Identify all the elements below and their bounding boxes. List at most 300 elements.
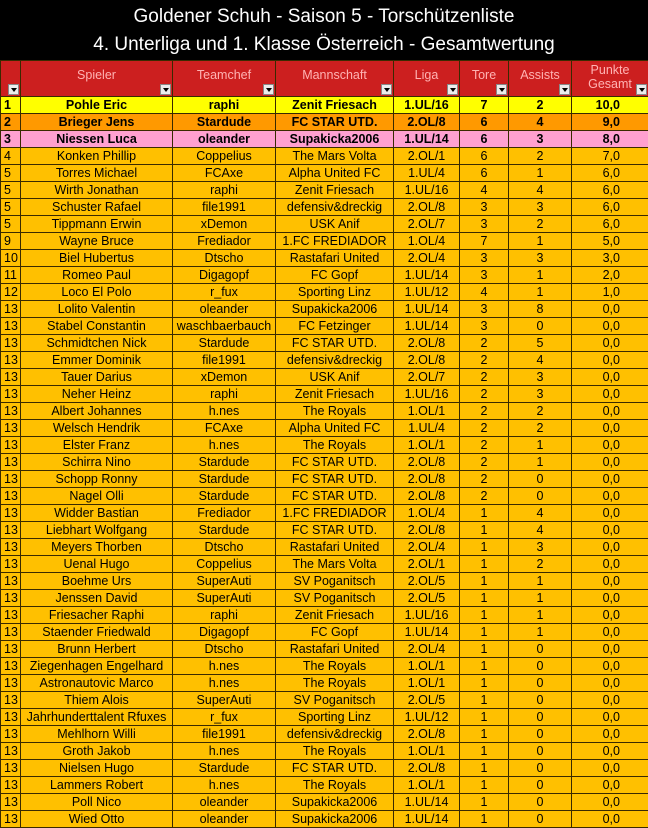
cell-liga: 1.OL/1 xyxy=(394,675,460,692)
header-mannschaft: Mannschaft xyxy=(276,61,394,97)
table-row xyxy=(1,114,648,131)
cell-assists: 3 xyxy=(509,369,572,386)
cell-rank: 13 xyxy=(1,607,21,624)
cell-liga: 1.OL/1 xyxy=(394,658,460,675)
cell-liga: 1.UL/12 xyxy=(394,284,460,301)
cell-assists: 1 xyxy=(509,590,572,607)
cell-mannschaft: SV Poganitsch xyxy=(276,692,394,709)
cell-tore: 6 xyxy=(460,165,509,182)
filter-dropdown-icon[interactable] xyxy=(263,84,274,95)
header-liga: Liga xyxy=(394,61,460,97)
header-spieler: Spieler xyxy=(21,61,173,97)
cell-punkte: 0,0 xyxy=(572,301,648,318)
cell-mannschaft: Zenit Friesach xyxy=(276,97,394,114)
cell-punkte: 0,0 xyxy=(572,522,648,539)
cell-tore: 7 xyxy=(460,97,509,114)
table-row xyxy=(1,97,648,114)
cell-liga: 1.UL/12 xyxy=(394,709,460,726)
cell-spieler: Niessen Luca xyxy=(21,131,173,148)
cell-assists: 0 xyxy=(509,794,572,811)
cell-liga: 1.OL/1 xyxy=(394,437,460,454)
cell-spieler: Wirth Jonathan xyxy=(21,182,173,199)
cell-liga: 1.UL/16 xyxy=(394,607,460,624)
cell-punkte: 8,0 xyxy=(572,131,648,148)
cell-spieler: Welsch Hendrik xyxy=(21,420,173,437)
cell-mannschaft: defensiv&dreckig xyxy=(276,352,394,369)
cell-spieler: Emmer Dominik xyxy=(21,352,173,369)
cell-teamchef: SuperAuti xyxy=(173,573,276,590)
cell-mannschaft: Alpha United FC xyxy=(276,420,394,437)
cell-teamchef: Stardude xyxy=(173,760,276,777)
cell-mannschaft: Rastafari United xyxy=(276,539,394,556)
table-row xyxy=(1,658,648,675)
title-line-2: 4. Unterliga und 1. Klasse Österreich - Gesamtwertung xyxy=(0,31,648,59)
cell-spieler: Widder Bastian xyxy=(21,505,173,522)
cell-teamchef: oleander xyxy=(173,301,276,318)
cell-assists: 1 xyxy=(509,233,572,250)
cell-tore: 2 xyxy=(460,352,509,369)
cell-assists: 0 xyxy=(509,692,572,709)
cell-liga: 2.OL/1 xyxy=(394,556,460,573)
cell-tore: 2 xyxy=(460,386,509,403)
cell-assists: 8 xyxy=(509,301,572,318)
cell-teamchef: xDemon xyxy=(173,216,276,233)
filter-dropdown-icon[interactable] xyxy=(447,84,458,95)
cell-teamchef: oleander xyxy=(173,811,276,828)
table-row xyxy=(1,488,648,505)
cell-liga: 2.OL/5 xyxy=(394,692,460,709)
cell-mannschaft: SV Poganitsch xyxy=(276,590,394,607)
table-row xyxy=(1,539,648,556)
cell-punkte: 0,0 xyxy=(572,403,648,420)
table-row xyxy=(1,454,648,471)
cell-mannschaft: Supakicka2006 xyxy=(276,794,394,811)
cell-spieler: Jahrhunderttalent Rfuxes xyxy=(21,709,173,726)
cell-rank: 13 xyxy=(1,352,21,369)
cell-teamchef: raphi xyxy=(173,97,276,114)
cell-liga: 1.UL/14 xyxy=(394,811,460,828)
cell-tore: 1 xyxy=(460,794,509,811)
table-row xyxy=(1,726,648,743)
cell-teamchef: Digagopf xyxy=(173,267,276,284)
cell-rank: 13 xyxy=(1,437,21,454)
cell-assists: 1 xyxy=(509,624,572,641)
cell-tore: 1 xyxy=(460,760,509,777)
cell-punkte: 0,0 xyxy=(572,743,648,760)
cell-assists: 3 xyxy=(509,539,572,556)
cell-assists: 0 xyxy=(509,675,572,692)
cell-teamchef: Stardude xyxy=(173,335,276,352)
cell-assists: 0 xyxy=(509,488,572,505)
cell-tore: 4 xyxy=(460,284,509,301)
table-row xyxy=(1,369,648,386)
cell-tore: 1 xyxy=(460,658,509,675)
cell-punkte: 0,0 xyxy=(572,658,648,675)
cell-liga: 1.UL/14 xyxy=(394,267,460,284)
cell-rank: 13 xyxy=(1,726,21,743)
cell-teamchef: h.nes xyxy=(173,777,276,794)
cell-teamchef: r_fux xyxy=(173,284,276,301)
cell-mannschaft: FC STAR UTD. xyxy=(276,454,394,471)
cell-spieler: Wied Otto xyxy=(21,811,173,828)
cell-mannschaft: Sporting Linz xyxy=(276,284,394,301)
cell-punkte: 0,0 xyxy=(572,369,648,386)
cell-rank: 13 xyxy=(1,692,21,709)
cell-rank: 12 xyxy=(1,284,21,301)
table-row xyxy=(1,301,648,318)
cell-assists: 2 xyxy=(509,556,572,573)
table-row xyxy=(1,675,648,692)
cell-tore: 1 xyxy=(460,777,509,794)
cell-mannschaft: Supakicka2006 xyxy=(276,131,394,148)
filter-dropdown-icon[interactable] xyxy=(160,84,171,95)
cell-spieler: Tauer Darius xyxy=(21,369,173,386)
cell-mannschaft: 1.FC FREDIADOR xyxy=(276,233,394,250)
cell-teamchef: Coppelius xyxy=(173,556,276,573)
cell-mannschaft: The Royals xyxy=(276,437,394,454)
cell-mannschaft: Rastafari United xyxy=(276,250,394,267)
cell-punkte: 2,0 xyxy=(572,267,648,284)
cell-rank: 13 xyxy=(1,556,21,573)
cell-rank: 13 xyxy=(1,386,21,403)
cell-liga: 2.OL/4 xyxy=(394,250,460,267)
cell-mannschaft: Zenit Friesach xyxy=(276,386,394,403)
cell-tore: 2 xyxy=(460,335,509,352)
table-row xyxy=(1,352,648,369)
cell-assists: 2 xyxy=(509,403,572,420)
cell-spieler: Torres Michael xyxy=(21,165,173,182)
cell-punkte: 0,0 xyxy=(572,573,648,590)
cell-punkte: 0,0 xyxy=(572,692,648,709)
cell-rank: 13 xyxy=(1,403,21,420)
cell-teamchef: Dtscho xyxy=(173,641,276,658)
cell-rank: 13 xyxy=(1,335,21,352)
cell-tore: 2 xyxy=(460,403,509,420)
cell-punkte: 0,0 xyxy=(572,437,648,454)
cell-liga: 1.UL/4 xyxy=(394,420,460,437)
cell-assists: 1 xyxy=(509,267,572,284)
cell-teamchef: SuperAuti xyxy=(173,692,276,709)
cell-spieler: Meyers Thorben xyxy=(21,539,173,556)
table-row xyxy=(1,505,648,522)
title-line-1: Goldener Schuh - Saison 5 - Torschützenliste xyxy=(0,3,648,31)
table-row xyxy=(1,420,648,437)
cell-liga: 1.UL/16 xyxy=(394,182,460,199)
cell-teamchef: h.nes xyxy=(173,743,276,760)
filter-dropdown-icon[interactable] xyxy=(381,84,392,95)
cell-mannschaft: Zenit Friesach xyxy=(276,182,394,199)
cell-mannschaft: FC STAR UTD. xyxy=(276,522,394,539)
cell-tore: 1 xyxy=(460,522,509,539)
cell-liga: 1.OL/4 xyxy=(394,233,460,250)
cell-assists: 0 xyxy=(509,811,572,828)
cell-tore: 3 xyxy=(460,216,509,233)
cell-rank: 13 xyxy=(1,794,21,811)
cell-punkte: 0,0 xyxy=(572,335,648,352)
cell-spieler: Romeo Paul xyxy=(21,267,173,284)
table-row xyxy=(1,794,648,811)
cell-assists: 4 xyxy=(509,352,572,369)
cell-teamchef: Frediador xyxy=(173,233,276,250)
cell-assists: 2 xyxy=(509,97,572,114)
cell-rank: 5 xyxy=(1,165,21,182)
cell-teamchef: oleander xyxy=(173,794,276,811)
cell-tore: 1 xyxy=(460,607,509,624)
sort-dropdown-icon[interactable] xyxy=(636,84,647,95)
cell-spieler: Biel Hubertus xyxy=(21,250,173,267)
table-row xyxy=(1,386,648,403)
cell-liga: 2.OL/8 xyxy=(394,114,460,131)
cell-spieler: Brieger Jens xyxy=(21,114,173,131)
table-row xyxy=(1,556,648,573)
cell-spieler: Brunn Herbert xyxy=(21,641,173,658)
cell-rank: 13 xyxy=(1,590,21,607)
cell-assists: 4 xyxy=(509,522,572,539)
cell-teamchef: Digagopf xyxy=(173,624,276,641)
cell-liga: 2.OL/1 xyxy=(394,148,460,165)
cell-rank: 5 xyxy=(1,199,21,216)
cell-assists: 3 xyxy=(509,199,572,216)
cell-tore: 3 xyxy=(460,267,509,284)
cell-assists: 0 xyxy=(509,318,572,335)
cell-rank: 13 xyxy=(1,369,21,386)
cell-assists: 0 xyxy=(509,471,572,488)
cell-tore: 3 xyxy=(460,250,509,267)
filter-dropdown-icon[interactable] xyxy=(496,84,507,95)
cell-assists: 0 xyxy=(509,777,572,794)
cell-liga: 1.UL/14 xyxy=(394,318,460,335)
cell-spieler: Groth Jakob xyxy=(21,743,173,760)
cell-mannschaft: defensiv&dreckig xyxy=(276,726,394,743)
cell-tore: 1 xyxy=(460,556,509,573)
cell-teamchef: xDemon xyxy=(173,369,276,386)
cell-spieler: Nielsen Hugo xyxy=(21,760,173,777)
cell-rank: 13 xyxy=(1,488,21,505)
cell-tore: 6 xyxy=(460,148,509,165)
cell-punkte: 7,0 xyxy=(572,148,648,165)
header-assists: Assists xyxy=(509,61,572,97)
cell-teamchef: raphi xyxy=(173,386,276,403)
cell-assists: 3 xyxy=(509,250,572,267)
table-row xyxy=(1,148,648,165)
table-row xyxy=(1,284,648,301)
cell-teamchef: Stardude xyxy=(173,454,276,471)
cell-liga: 2.OL/8 xyxy=(394,522,460,539)
cell-liga: 2.OL/8 xyxy=(394,335,460,352)
cell-tore: 4 xyxy=(460,182,509,199)
cell-liga: 2.OL/8 xyxy=(394,199,460,216)
cell-punkte: 0,0 xyxy=(572,777,648,794)
cell-teamchef: Stardude xyxy=(173,471,276,488)
cell-mannschaft: FC Gopf xyxy=(276,267,394,284)
cell-punkte: 0,0 xyxy=(572,811,648,828)
cell-liga: 1.OL/1 xyxy=(394,777,460,794)
cell-rank: 13 xyxy=(1,658,21,675)
table-row xyxy=(1,437,648,454)
cell-punkte: 0,0 xyxy=(572,726,648,743)
cell-punkte: 0,0 xyxy=(572,556,648,573)
cell-liga: 2.OL/8 xyxy=(394,454,460,471)
cell-rank: 13 xyxy=(1,709,21,726)
cell-spieler: Stabel Constantin xyxy=(21,318,173,335)
cell-liga: 1.UL/14 xyxy=(394,624,460,641)
cell-teamchef: raphi xyxy=(173,182,276,199)
cell-mannschaft: FC STAR UTD. xyxy=(276,471,394,488)
cell-punkte: 1,0 xyxy=(572,284,648,301)
cell-teamchef: h.nes xyxy=(173,403,276,420)
cell-assists: 0 xyxy=(509,658,572,675)
header-punkte: Punkte Gesamt xyxy=(572,61,648,97)
cell-punkte: 6,0 xyxy=(572,182,648,199)
cell-mannschaft: Sporting Linz xyxy=(276,709,394,726)
cell-liga: 1.UL/14 xyxy=(394,131,460,148)
cell-punkte: 0,0 xyxy=(572,641,648,658)
cell-rank: 13 xyxy=(1,471,21,488)
table-row xyxy=(1,250,648,267)
filter-dropdown-icon[interactable] xyxy=(8,84,19,95)
cell-spieler: Neher Heinz xyxy=(21,386,173,403)
cell-liga: 1.UL/16 xyxy=(394,386,460,403)
table-row xyxy=(1,216,648,233)
cell-liga: 2.OL/4 xyxy=(394,641,460,658)
scorer-table xyxy=(0,60,648,828)
cell-liga: 2.OL/5 xyxy=(394,573,460,590)
cell-tore: 2 xyxy=(460,369,509,386)
table-row xyxy=(1,403,648,420)
filter-dropdown-icon[interactable] xyxy=(559,84,570,95)
cell-spieler: Loco El Polo xyxy=(21,284,173,301)
cell-assists: 4 xyxy=(509,114,572,131)
header-teamchef: Teamchef xyxy=(173,61,276,97)
cell-punkte: 0,0 xyxy=(572,709,648,726)
cell-teamchef: h.nes xyxy=(173,675,276,692)
cell-spieler: Mehlhorn Willi xyxy=(21,726,173,743)
cell-punkte: 0,0 xyxy=(572,420,648,437)
cell-assists: 1 xyxy=(509,165,572,182)
cell-teamchef: SuperAuti xyxy=(173,590,276,607)
cell-tore: 1 xyxy=(460,726,509,743)
cell-teamchef: FCAxe xyxy=(173,165,276,182)
table-row xyxy=(1,131,648,148)
cell-mannschaft: Supakicka2006 xyxy=(276,301,394,318)
cell-mannschaft: USK Anif xyxy=(276,369,394,386)
cell-assists: 0 xyxy=(509,726,572,743)
table-row xyxy=(1,471,648,488)
cell-teamchef: file1991 xyxy=(173,199,276,216)
cell-teamchef: Dtscho xyxy=(173,250,276,267)
cell-punkte: 5,0 xyxy=(572,233,648,250)
table-row xyxy=(1,267,648,284)
cell-mannschaft: The Royals xyxy=(276,743,394,760)
cell-punkte: 0,0 xyxy=(572,318,648,335)
page-title xyxy=(0,0,648,60)
cell-assists: 4 xyxy=(509,182,572,199)
cell-punkte: 0,0 xyxy=(572,794,648,811)
cell-punkte: 3,0 xyxy=(572,250,648,267)
cell-liga: 1.UL/14 xyxy=(394,301,460,318)
cell-spieler: Elster Franz xyxy=(21,437,173,454)
header-row xyxy=(1,61,648,97)
cell-rank: 13 xyxy=(1,505,21,522)
cell-tore: 2 xyxy=(460,420,509,437)
table-row xyxy=(1,607,648,624)
cell-spieler: Schmidtchen Nick xyxy=(21,335,173,352)
cell-rank: 10 xyxy=(1,250,21,267)
cell-assists: 1 xyxy=(509,284,572,301)
cell-punkte: 6,0 xyxy=(572,165,648,182)
cell-rank: 13 xyxy=(1,522,21,539)
header-rank xyxy=(1,61,21,97)
cell-assists: 1 xyxy=(509,454,572,471)
cell-spieler: Friesacher Raphi xyxy=(21,607,173,624)
table-row xyxy=(1,760,648,777)
cell-mannschaft: The Royals xyxy=(276,777,394,794)
cell-punkte: 0,0 xyxy=(572,675,648,692)
cell-mannschaft: FC STAR UTD. xyxy=(276,488,394,505)
cell-tore: 1 xyxy=(460,692,509,709)
cell-rank: 13 xyxy=(1,811,21,828)
cell-teamchef: Stardude xyxy=(173,114,276,131)
cell-tore: 1 xyxy=(460,624,509,641)
cell-rank: 4 xyxy=(1,148,21,165)
cell-liga: 2.OL/8 xyxy=(394,471,460,488)
cell-spieler: Tippmann Erwin xyxy=(21,216,173,233)
table-row xyxy=(1,624,648,641)
cell-punkte: 0,0 xyxy=(572,488,648,505)
cell-tore: 3 xyxy=(460,199,509,216)
cell-spieler: Astronautovic Marco xyxy=(21,675,173,692)
cell-teamchef: Dtscho xyxy=(173,539,276,556)
cell-assists: 1 xyxy=(509,437,572,454)
cell-mannschaft: FC Gopf xyxy=(276,624,394,641)
cell-assists: 1 xyxy=(509,573,572,590)
cell-rank: 13 xyxy=(1,777,21,794)
cell-spieler: Uenal Hugo xyxy=(21,556,173,573)
cell-punkte: 0,0 xyxy=(572,505,648,522)
cell-liga: 2.OL/8 xyxy=(394,726,460,743)
table-row xyxy=(1,199,648,216)
cell-rank: 13 xyxy=(1,675,21,692)
cell-punkte: 0,0 xyxy=(572,624,648,641)
cell-tore: 1 xyxy=(460,675,509,692)
cell-liga: 1.OL/1 xyxy=(394,403,460,420)
cell-assists: 3 xyxy=(509,386,572,403)
cell-punkte: 6,0 xyxy=(572,216,648,233)
cell-rank: 13 xyxy=(1,301,21,318)
cell-mannschaft: The Royals xyxy=(276,403,394,420)
cell-mannschaft: The Royals xyxy=(276,675,394,692)
cell-rank: 13 xyxy=(1,420,21,437)
cell-mannschaft: Supakicka2006 xyxy=(276,811,394,828)
cell-assists: 0 xyxy=(509,709,572,726)
cell-spieler: Schopp Ronny xyxy=(21,471,173,488)
cell-tore: 1 xyxy=(460,641,509,658)
cell-tore: 1 xyxy=(460,590,509,607)
cell-liga: 2.OL/7 xyxy=(394,216,460,233)
table-row xyxy=(1,743,648,760)
cell-mannschaft: FC STAR UTD. xyxy=(276,335,394,352)
cell-teamchef: file1991 xyxy=(173,352,276,369)
cell-tore: 1 xyxy=(460,505,509,522)
cell-tore: 1 xyxy=(460,811,509,828)
cell-punkte: 0,0 xyxy=(572,386,648,403)
cell-mannschaft: FC STAR UTD. xyxy=(276,760,394,777)
cell-punkte: 0,0 xyxy=(572,539,648,556)
cell-rank: 5 xyxy=(1,182,21,199)
cell-teamchef: waschbaerbauch xyxy=(173,318,276,335)
cell-tore: 6 xyxy=(460,114,509,131)
cell-liga: 1.UL/14 xyxy=(394,794,460,811)
